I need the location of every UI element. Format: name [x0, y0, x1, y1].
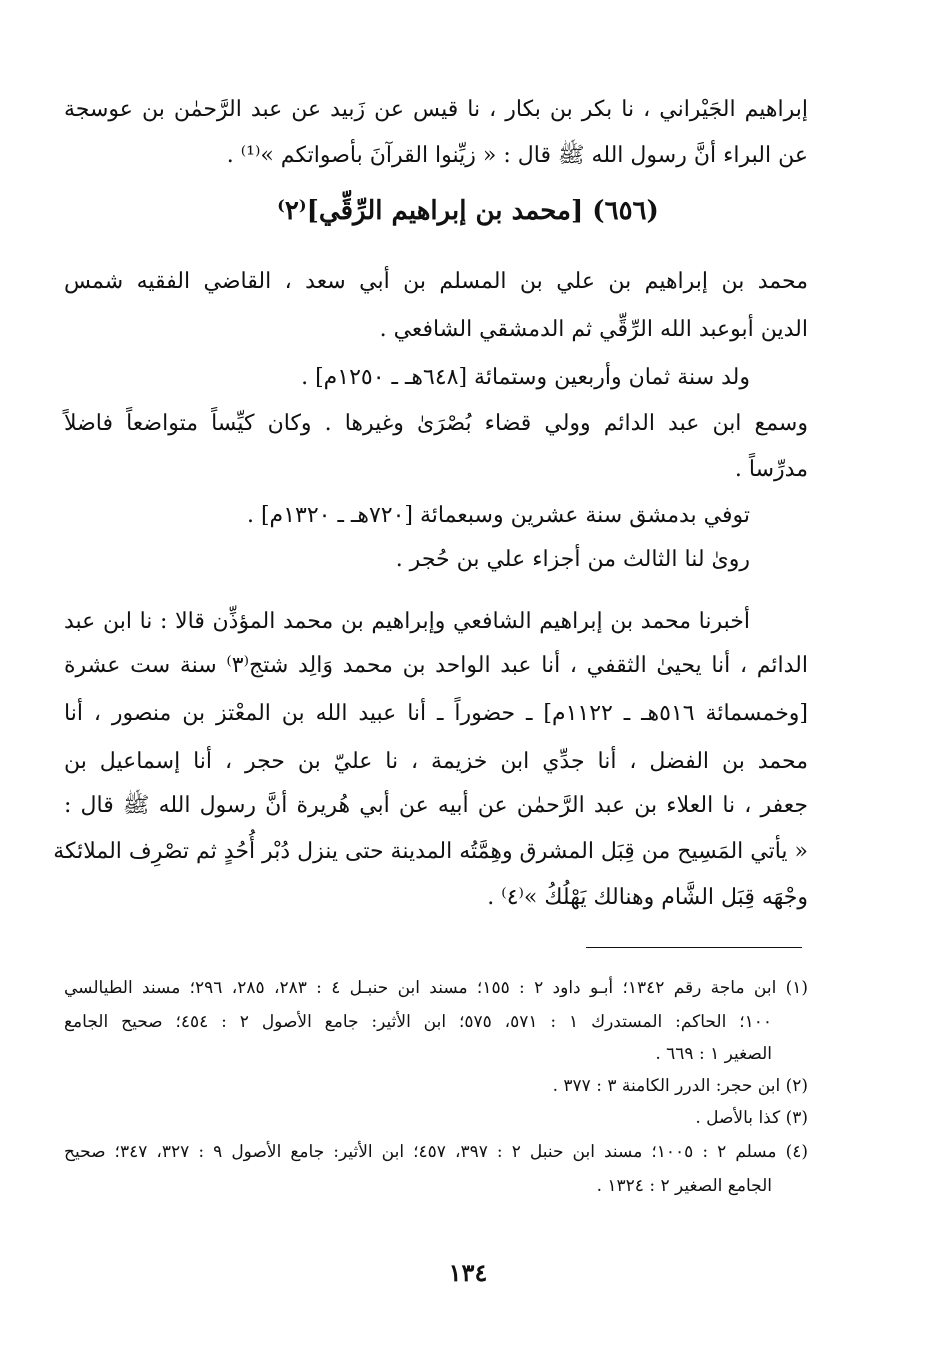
text-line: [وخمسمائة ٥١٦هـ ـ ١١٢٢م] ـ حضوراً ـ أنا عبيد الله بن المعْتز بن منصور ، أنا — [64, 701, 809, 726]
text-line: محمد بن إبراهيم بن علي بن المسلم بن أبي سعد ، القاضي الفقيه شمس — [64, 269, 808, 294]
text-line: الدين أبوعبد الله الرِّقِّي ثم الدمشقي الشافعي . — [379, 317, 808, 342]
footnote-line: ١٠٠؛ الحاكم: المستدرك ١ : ٥٧١، ٥٧٥؛ ابن الأثير: جامع الأصول ٢ : ٤٥٤؛ صحيح الجامع — [64, 1012, 772, 1032]
text-line: وسمع ابن عبد الدائم وولي قضاء بُصْرَىٰ وغيرها . وكان كيِّساً متواضعاً فاضلاً — [64, 411, 808, 436]
text-line: وجْهَه قِبَل الشَّام وهنالك يَهْلُكُ »⁽٤⁾ . — [487, 885, 808, 910]
text-line: الدائم ، أنا يحيىٰ الثقفي ، أنا عبد الواحد بن محمد وَالِد شتج⁽٣⁾ سنة ست عشرة — [64, 653, 808, 678]
entry-heading: (٦٥٦) [محمد بن إبراهيم الرِّقِّي]⁽٢⁾ — [277, 196, 659, 226]
footnote-line: الجامع الصغير ٢ : ١٣٢٤ . — [596, 1176, 772, 1196]
page-number: ١٣٤ — [448, 1258, 488, 1287]
text-line: عن البراء أنَّ رسول الله ﷺ قال : « زيِّنوا القرآنَ بأصواتكم »⁽¹⁾ . — [226, 143, 808, 168]
text-line: روىٰ لنا الثالث من أجزاء علي بن حُجر . — [395, 547, 750, 572]
text-line: مدرِّساً . — [734, 457, 808, 482]
text-line: إبراهيم الجَيْراني ، نا بكر بن بكار ، نا قيس عن زَبيد عن عبد الرَّحمٰن بن عوسجة — [64, 97, 808, 122]
text-line: محمد بن الفضل ، أنا جدِّي ابن خزيمة ، نا عليّ بن حجر ، أنا إسماعيل بن — [64, 749, 808, 774]
text-line: ولد سنة ثمان وأربعين وستمائة [٦٤٨هـ ـ ١٢٥٠م] . — [301, 365, 750, 390]
footnote-line: (٤) مسلم ٢ : ١٠٠٥؛ مسند ابن حنبل ٢ : ٣٩٧، ٤٥٧؛ ابن الأثير: جامع الأصول ٩ : ٣٢٧، ٣٤٧؛ صحيح — [64, 1142, 808, 1162]
text-line: « يأتي المَسِيح من قِبَل المشرق وهِمَّتُه المدينة حتى ينزل دُبْر أُحُدٍ ثم تصْرِف الملائكة — [53, 839, 808, 864]
text-line: أخبرنا محمد بن إبراهيم الشافعي وإبراهيم بن محمد المؤذِّن قالا : نا ابن عبد — [64, 609, 750, 634]
footnote-line: (٢) ابن حجر: الدرر الكامنة ٣ : ٣٧٧ . — [552, 1076, 808, 1096]
text-line: جعفر ، نا العلاء بن عبد الرَّحمٰن عن أبيه عن أبي هُريرة أنَّ رسول الله ﷺ قال : — [64, 793, 808, 818]
text-line: توفي بدمشق سنة عشرين وسبعمائة [٧٢٠هـ ـ ١٣٢٠م] . — [246, 503, 750, 528]
footnote-line: (١) ابن ماجة رقم ١٣٤٢؛ أبـو داود ٢ : ١٥٥؛ مسند ابن حنبـل ٤ : ٢٨٣، ٢٨٥، ٢٩٦؛ مسند الطيالسي — [64, 978, 809, 998]
footnote-line: الصغير ١ : ٦٦٩ . — [655, 1044, 772, 1064]
footnote-separator — [586, 947, 802, 948]
footnote-line: (٣) كذا بالأصل . — [695, 1108, 808, 1128]
